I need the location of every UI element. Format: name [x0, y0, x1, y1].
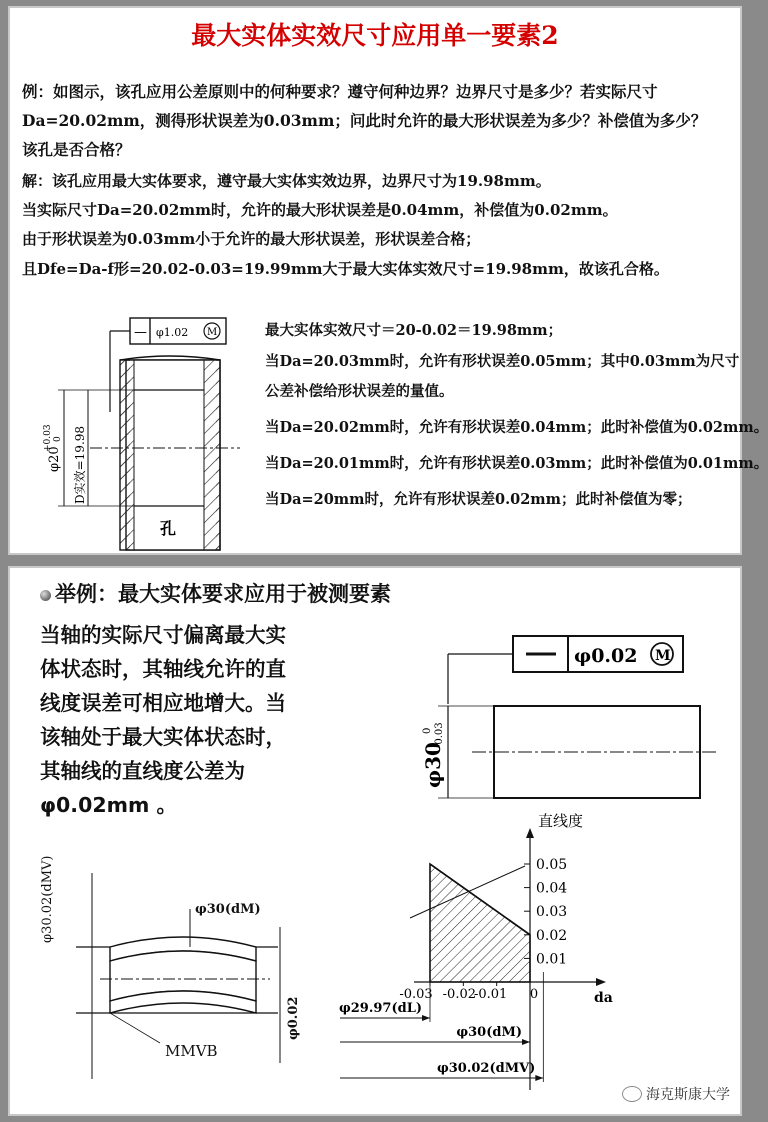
answer-line-4: 且Dfe=Da-f形=20.02-0.03=19.99mm大于最大实体实效尺寸=19.98mm，故该孔合格。 [22, 260, 669, 278]
hole-dim-vv: D实效=19.98 [73, 425, 87, 504]
hole-label: 孔 [160, 519, 177, 538]
chart-x-label: da [594, 990, 613, 1006]
chart-x-tick-label: -0.03 [399, 987, 433, 1002]
wechat-icon [622, 1086, 642, 1102]
shaft-fcf-modifier: M [655, 648, 671, 664]
question-line-3: 该孔是否合格？ [22, 140, 131, 159]
question-line-1: 例：如图示，该孔应用公差原则中的何种要求？遵守何种边界？边界尺寸是多少？若实际尺寸 [22, 82, 658, 101]
mmvb-drawing [30, 833, 330, 1073]
chart-x-tick-label: 0 [529, 987, 539, 1002]
slide-2-title: 举例：最大实体要求应用于被测要素 [40, 578, 391, 608]
chart-x-tick-label: -0.02 [442, 987, 477, 1002]
right-line-5: 当Da=20.01mm时，允许有形状误差0.03mm；此时补偿值为0.01mm。 [265, 455, 768, 472]
chart-dim-label: φ30(dM) [456, 1025, 522, 1040]
fcf-modifier: M [207, 327, 218, 338]
shaft-dim-lower: -0.03 [434, 722, 445, 748]
shaft-dim-main: φ30 [421, 742, 445, 788]
chart-y-tick-label: 0.02 [536, 927, 568, 944]
desc-line-3: 线度误差可相应地增大。当 [40, 691, 286, 715]
right-line-3: 公差补偿给形状误差的量值。 [265, 383, 454, 400]
desc-line-6: φ0.02mm 。 [40, 793, 177, 817]
hole-dim-lower: 0 [53, 436, 63, 442]
slide-2 [8, 566, 742, 1116]
slide-1 [8, 6, 768, 555]
desc-line-5: 其轴线的直线度公差为 [40, 759, 245, 783]
chart-y-tick-label: 0.05 [536, 857, 568, 873]
chart-dim-label: φ29.97(dL) [338, 1001, 422, 1016]
right-line-4: 当Da=20.02mm时，允许有形状误差0.04mm；此时补偿值为0.02mm。 [265, 419, 768, 436]
chart-y-tick-label: 0.01 [536, 951, 568, 968]
chart-y-label: 直线度 [538, 812, 584, 830]
mmvb-dim-left: φ30.02(dMV) [40, 855, 55, 943]
bullet-icon [40, 590, 51, 601]
chart-x-arrow [596, 978, 606, 986]
fcf-symbol: — [134, 325, 147, 340]
watermark: 海克斯康大学 [622, 1084, 730, 1104]
right-line-6: 当Da=20mm时，允许有形状误差0.02mm；此时补偿值为零； [265, 491, 692, 508]
feature-control-frame [130, 318, 226, 344]
right-line-2: 当Da=20.03mm时，允许有形状误差0.05mm；其中0.03mm为尺寸 [265, 353, 740, 370]
straightness-chart [338, 812, 613, 1090]
mmvb-dim-right: φ0.02 [286, 996, 301, 1040]
chart-dim-arrow [422, 1015, 430, 1021]
chart-dim-arrow [535, 1075, 543, 1081]
hole-drawing [30, 302, 270, 552]
desc-line-4: 该轴处于最大实体状态时， [40, 725, 286, 749]
chart-series-area [430, 864, 530, 982]
shaft-feature-control-frame [513, 636, 683, 672]
right-line-1: 最大实体实效尺寸＝20-0.02＝19.98mm； [265, 322, 563, 339]
chart-y-tick-label: 0.03 [536, 904, 568, 921]
chart-dim-arrow [522, 1039, 530, 1045]
desc-line-2: 体状态时，其轴线允许的直 [40, 657, 286, 681]
chart-x-tick-label: -0.01 [473, 987, 508, 1002]
chart-y-arrow [526, 828, 534, 838]
desc-line-1: 当轴的实际尺寸偏离最大实 [40, 623, 286, 647]
mmvb-label: MMVB [165, 1042, 218, 1060]
shaft-dim-upper: 0 [422, 727, 433, 734]
mmvb-dim-top: φ30(dM) [195, 902, 261, 917]
answer-line-2: 当实际尺寸Da=20.02mm时，允许的最大形状误差是0.04mm，补偿值为0.02mm。 [22, 201, 618, 219]
question-line-2: Da=20.02mm，测得形状误差为0.03mm；问此时允许的最大形状误差为多少？补偿值为多少？ [22, 111, 707, 130]
shaft-drawing [408, 630, 728, 810]
hole-dim-main: φ20 [47, 446, 62, 472]
slide-1-title: 最大实体实效尺寸应用单一要素2 [191, 21, 559, 50]
hole-dim-upper: +0.03 [43, 424, 53, 452]
answer-line-3: 由于形状误差为0.03mm小于允许的最大形状误差，形状误差合格； [22, 230, 481, 248]
shaft-fcf-tolerance: φ0.02 [574, 645, 638, 667]
chart-y-tick-label: 0.04 [536, 880, 568, 897]
answer-line-1: 解：该孔应用最大实体要求，遵守最大实体实效边界，边界尺寸为19.98mm。 [22, 172, 551, 190]
fcf-tolerance: φ1.02 [156, 326, 189, 339]
chart-dim-label: φ30.02(dMV) [436, 1061, 536, 1076]
